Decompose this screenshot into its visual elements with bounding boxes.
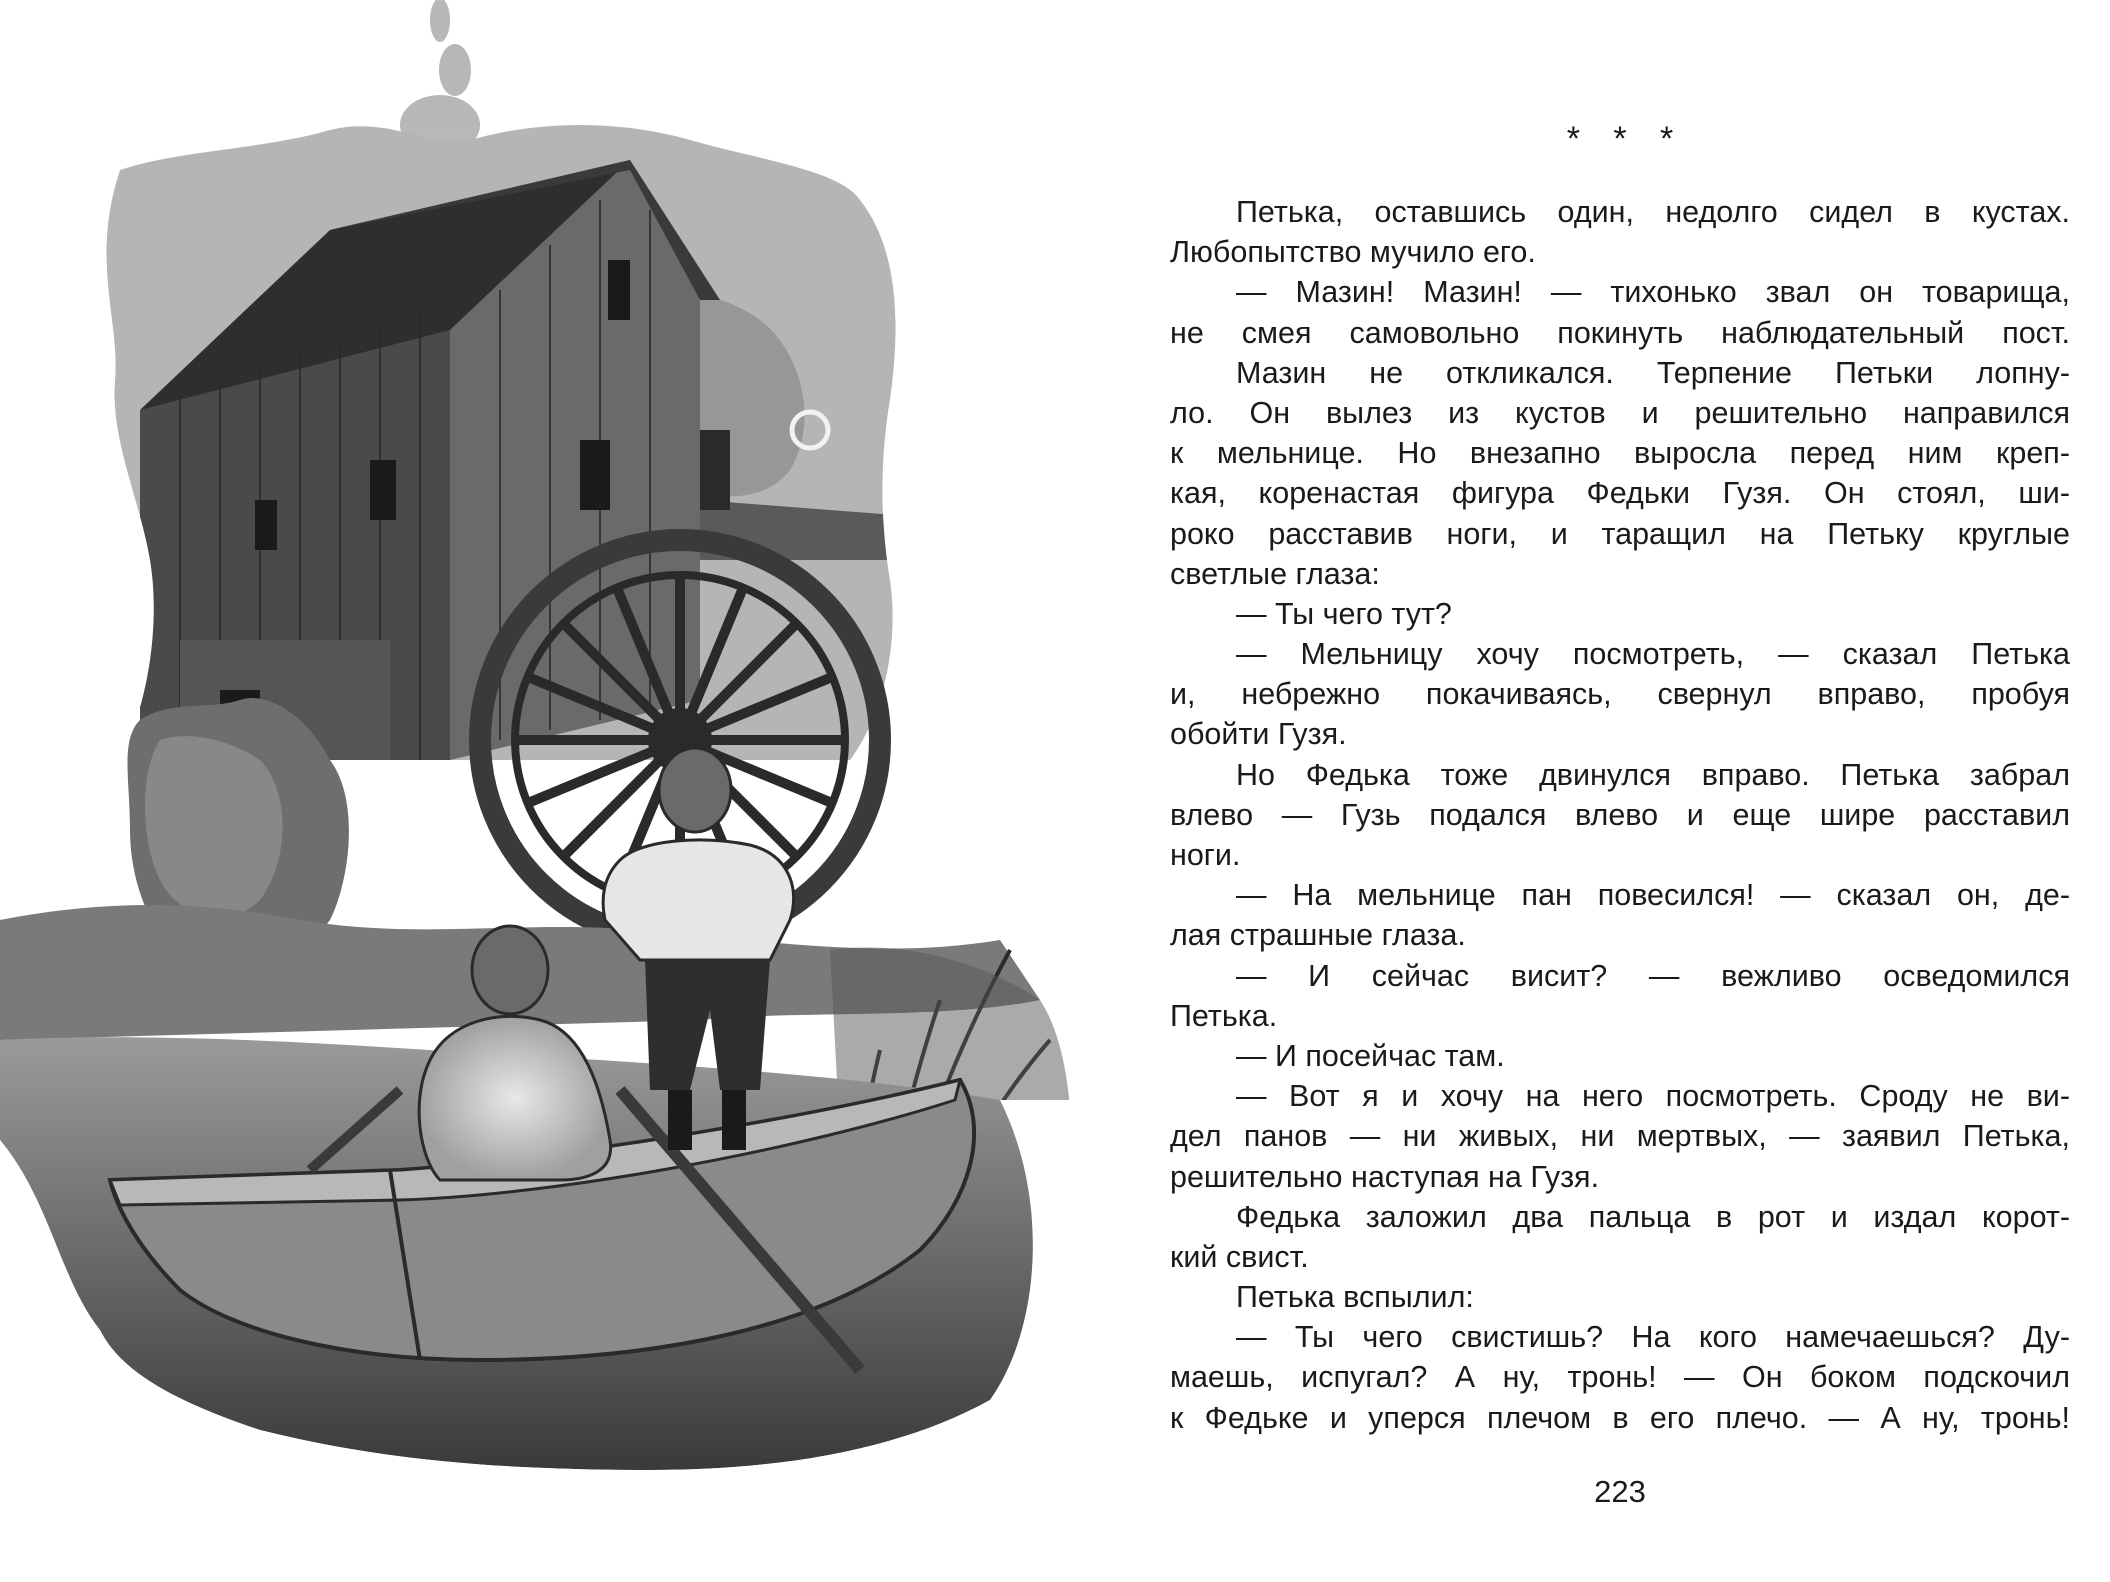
text-line: кий свист. — [1170, 1239, 1309, 1274]
text-line: — Мазин! Мазин! — тихонько звал он товарища, — [1236, 275, 2070, 310]
text-line: Петька, оставшись один, недолго сидел в кустах. — [1236, 195, 2070, 229]
text-line: Петька. — [1170, 998, 1278, 1033]
text-line: к Федьке и уперся плечом в его плечо. — А ну, тронь! — [1170, 1400, 2070, 1435]
text-line: — Вот я и хочу на него посмотреть. Сроду не ви- — [1236, 1079, 2070, 1114]
text-line: Федька заложил два пальца в рот и издал корот- — [1236, 1199, 2070, 1234]
section-break: * * * — [1566, 120, 1686, 158]
text-line: — Ты чего свистишь? На кого намечаешься? Ду- — [1236, 1320, 2070, 1355]
text-line: светлые глаза: — [1170, 556, 1380, 591]
text-line: — Ты чего тут? — [1236, 596, 1452, 631]
text-line: лая страшные глаза. — [1170, 918, 1466, 953]
text-line: кая, коренастая фигура Федьки Гузя. Он стоял, ши- — [1170, 476, 2070, 511]
text-line: решительно наступая на Гузя. — [1170, 1159, 1600, 1194]
text-line: Мазин не откликался. Терпение Петьки лопну- — [1236, 355, 2070, 390]
text-line: Любопытство мучило его. — [1170, 235, 1536, 270]
page-number: 223 — [1594, 1474, 1646, 1509]
text-page — [1170, 0, 2070, 1582]
text-line: — На мельнице пан повесился! — сказал он, де- — [1236, 878, 2070, 913]
text-line: и, небрежно покачиваясь, свернул вправо, пробуя — [1170, 677, 2070, 712]
text-line: не смея самовольно покинуть наблюдательный пост. — [1170, 315, 2070, 350]
text-line: роко расставив ноги, и таращил на Петьку круглые — [1170, 516, 2070, 551]
text-line: маешь, испугал? А ну, тронь! — Он боком подскочил — [1170, 1360, 2070, 1395]
text-line: Но Федька тоже двинулся вправо. Петька забрал — [1236, 757, 2070, 792]
text-line: к мельнице. Но внезапно выросла перед ним креп- — [1170, 436, 2070, 471]
ink-drip-top — [400, 0, 480, 155]
text-line: — И посейчас там. — [1236, 1038, 1505, 1073]
text-line: влево — Гузь подался влево и еще шире расставил — [1170, 797, 2070, 832]
text-line: Петька вспылил: — [1236, 1280, 1474, 1315]
text-line: — Мельницу хочу посмотреть, — сказал Петька — [1236, 637, 2070, 672]
text-line: ло. Он вылез из кустов и решительно направился — [1170, 395, 2070, 430]
text-line: обойти Гузя. — [1170, 717, 1347, 752]
wash-edge-right — [860, 0, 1110, 880]
text-line: дел панов — ни живых, ни мертвых, — заявил Петька, — [1170, 1119, 2070, 1154]
text-line: — И сейчас висит? — вежливо осведомился — [1236, 958, 2070, 993]
body-text — [1170, 192, 2070, 1438]
text-line: ноги. — [1170, 838, 1241, 872]
